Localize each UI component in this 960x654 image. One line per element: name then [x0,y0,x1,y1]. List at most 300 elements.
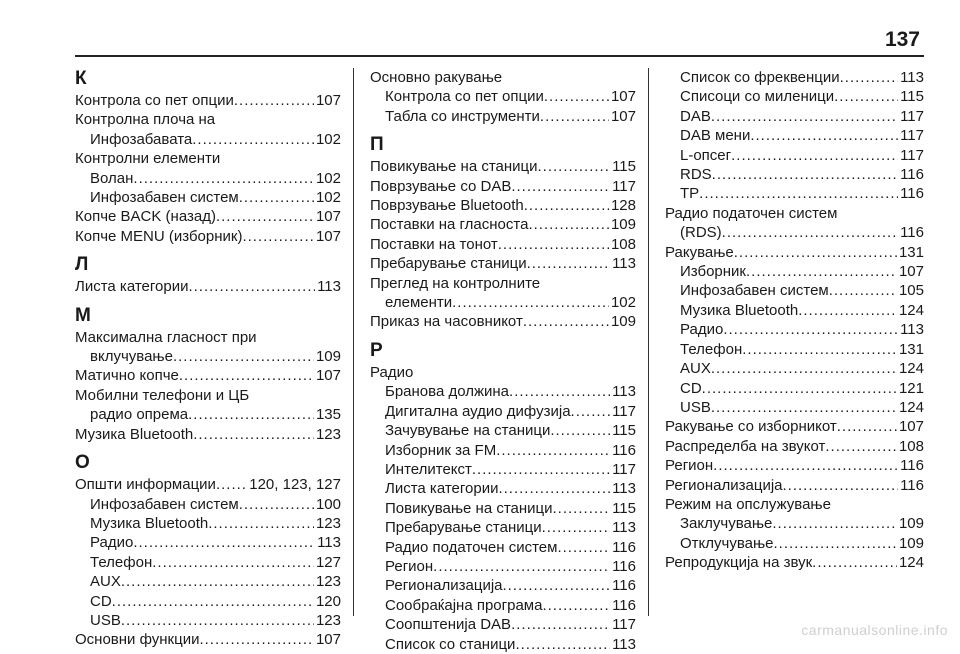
index-entry-heading [75,149,341,168]
index-entry-label: Радио [680,321,724,339]
index-entry-label: Режим на опслужување [665,495,831,513]
index-entry[interactable] [75,630,341,649]
index-entry-label: Листа категории [385,480,499,498]
index-entry-label: Контролна плоча на [75,111,216,129]
index-entry-label: Регионализација [665,476,783,494]
index-entry-label: USB [90,611,121,629]
index-entry-label: Отклучување [680,534,774,552]
index-entry-heading [665,495,924,514]
index-entry-label: елементи [385,294,453,312]
index-entry[interactable] [665,437,924,456]
dot-leader [452,293,609,312]
dot-leader [722,223,898,242]
index-entry[interactable] [370,402,636,421]
index-entry-label: Инфозабавен систем [680,282,829,300]
index-entry-heading [75,110,341,129]
index-entry-page: 116 [900,457,924,475]
index-entry-page: 107 [898,263,924,281]
index-entry-label: Музика Bluetooth [75,425,194,443]
index-entry-page: 107 [315,227,341,245]
column-divider [648,68,649,616]
dot-leader [713,456,898,475]
index-entry-label: Список со фреквенции [680,69,840,86]
index-entry-label: TP [680,185,700,203]
dot-leader [472,460,610,479]
index-entry-page: 128 [610,197,636,215]
index-entry-page: 117 [612,616,636,634]
index-entry-label: Телефон [680,340,743,358]
index-entry[interactable] [665,417,924,436]
index-entry[interactable] [665,301,924,320]
index-entry-label: Поставки на гласноста [370,216,529,234]
index-entry-label: Преглед на контролните [370,274,541,292]
index-entry-page: 116 [612,557,636,575]
index-entry-label: Дигитална аудио дифузија [385,402,571,420]
index-entry-page: 131 [898,243,924,261]
index-entry-page: 107 [315,631,341,649]
index-letter-heading: Л [75,254,89,276]
index-entry-page: 107 [315,367,341,385]
index-entry[interactable] [370,254,636,273]
index-entry-page: 113 [612,480,636,498]
dot-leader [557,538,610,557]
index-entry-page: 116 [900,224,924,242]
index-column-2 [370,68,636,654]
index-entry-label: Ракување со изборникот [665,418,837,436]
index-entry[interactable] [370,196,636,215]
index-entry-page: 116 [612,538,636,556]
dot-leader [711,359,897,378]
dot-leader [711,107,898,126]
index-entry-page: 113 [900,69,924,86]
index-entry[interactable] [665,359,924,378]
index-entry-page: 115 [612,158,636,176]
index-entry[interactable] [665,184,924,203]
dot-leader [542,518,611,537]
index-entry-page: 120 [315,592,341,610]
index-entry[interactable] [370,157,636,176]
index-entry[interactable] [370,499,636,518]
dot-leader [121,572,314,591]
dot-leader [509,382,610,401]
index-entry-page: 117 [900,127,924,145]
index-entry-label: Повикување на станици [370,158,538,176]
index-entry-heading [370,68,636,87]
index-entry-label: Регионализација [385,577,503,595]
index-entry-page: 109 [610,216,636,234]
index-entry-page: 117 [612,177,636,195]
index-entry[interactable] [370,479,636,498]
index-entry-label: Поставки на тонот [370,235,498,253]
index-entry-page: 117 [900,107,924,125]
index-entry-page: 109 [315,348,341,366]
index-entry-page: 116 [900,185,924,203]
index-entry-page: 116 [612,577,636,595]
dot-leader [699,184,898,203]
index-entry-page: 120, 123, 127 [249,476,341,494]
index-column-1 [75,68,341,650]
index-entry-page: 117 [900,146,924,164]
index-entry-label: Радио [90,534,134,552]
index-entry-page: 113 [612,519,636,537]
index-entry[interactable] [370,421,636,440]
index-entry-label: радио опрема [90,406,189,424]
index-entry-label: Телефон [90,553,153,571]
index-entry[interactable] [370,382,636,401]
index-entry-page: 113 [317,534,341,552]
index-entry-page: 113 [612,255,636,273]
index-entry-label: Копче MENU (изборник) [75,227,243,245]
index-entry[interactable] [370,635,636,654]
index-entry-label: Изборник за FM [385,441,497,459]
index-entry-label: AUX [680,360,711,378]
dot-leader [121,611,314,630]
index-entry-label: Радио [370,363,414,381]
index-entry[interactable] [370,596,636,615]
index-entry[interactable] [665,398,924,417]
index-entry-label: вклучување [90,348,173,366]
index-entry[interactable] [370,293,636,312]
index-entry[interactable] [75,475,341,494]
index-entry-label: RDS [680,166,712,184]
index-entry-page: 107 [610,88,636,106]
dot-leader [540,107,609,126]
dot-leader [133,169,314,188]
index-entry-label: Контролни елементи [75,150,221,168]
index-entry-page: 117 [612,402,636,420]
dot-leader [239,188,314,207]
index-entry-page: 117 [612,460,636,478]
index-entry-label: Поврзување со DAB [370,177,512,195]
index-entry-page: 102 [610,294,636,312]
index-entry-label: Музика Bluetooth [90,514,209,532]
dot-leader [711,398,897,417]
index-entry-page: 109 [898,515,924,533]
index-entry[interactable] [370,107,636,126]
index-entry-label: Контрола со пет опции [75,92,234,109]
index-entry[interactable] [75,227,341,246]
index-entry[interactable] [370,312,636,331]
dot-leader [173,347,314,366]
dot-leader [542,596,610,615]
index-entry[interactable] [75,188,341,207]
index-entry-label: Заклучување [680,515,773,533]
index-entry[interactable] [665,379,924,398]
index-entry-label: CD [90,592,112,610]
dot-leader [712,165,898,184]
index-entry-page: 107 [610,107,636,125]
index-entry-heading [370,274,636,293]
index-entry[interactable] [75,130,341,149]
dot-leader [723,320,898,339]
index-entry[interactable] [665,107,924,126]
index-entry[interactable] [665,146,924,165]
index-entry[interactable] [75,611,341,630]
dot-leader [746,262,897,281]
dot-leader [731,146,898,165]
index-entry-label: Регион [665,457,714,475]
index-entry-page: 109 [610,313,636,331]
index-entry[interactable] [665,262,924,281]
index-entry-page: 124 [898,360,924,378]
index-entry-label: Список со станици [385,635,516,653]
index-entry[interactable] [75,366,341,385]
index-entry-label: Поврзување Bluetooth [370,197,524,215]
dot-leader [742,340,897,359]
index-entry-page: 116 [612,441,636,459]
index-entry[interactable] [665,281,924,300]
index-entry-page: 107 [315,208,341,226]
index-entry-page: 105 [898,282,924,300]
index-entry[interactable] [75,405,341,424]
index-entry[interactable] [75,425,341,444]
index-entry-page: 113 [317,278,341,296]
index-entry[interactable] [75,277,341,296]
header-rule [75,55,924,57]
index-entry-page: 124 [898,398,924,416]
index-letter-heading: Р [370,339,383,361]
index-entry[interactable] [370,538,636,557]
dot-leader [837,417,897,436]
index-entry-label: Копче BACK (назад) [75,208,216,226]
index-entry-page: 121 [898,379,924,397]
dot-leader [199,630,314,649]
dot-leader [734,243,897,262]
index-entry[interactable] [665,514,924,533]
index-entry[interactable] [665,243,924,262]
index-entry-page: 107 [898,418,924,436]
dot-leader [528,215,609,234]
index-entry-label: Изборник [680,263,746,281]
index-entry-page: 108 [898,437,924,455]
index-entry-page: 123 [315,514,341,532]
dot-leader [825,437,897,456]
index-entry-label: CD [680,379,702,397]
dot-leader [783,476,899,495]
dot-leader [193,425,314,444]
dot-leader [503,576,611,595]
index-entry-label: Основно ракување [370,69,503,86]
dot-leader [774,534,897,553]
index-entry-label: Повикување на станици [385,499,553,517]
index-entry-page: 113 [900,321,924,339]
index-letter-heading: О [75,452,90,474]
dot-leader [553,499,611,518]
dot-leader [544,87,609,106]
index-entry-label: Сообраќајна програма [385,596,543,614]
index-entry-page: 109 [898,534,924,552]
dot-leader [538,157,611,176]
dot-leader [798,301,897,320]
dot-leader [812,553,897,572]
index-entry-page: 100 [315,495,341,513]
index-entry-page: 127 [315,553,341,571]
index-entry-label: Соопштенија DAB [385,616,512,634]
index-entry[interactable] [75,91,341,110]
index-entry-page: 113 [612,635,636,653]
index-entry[interactable] [665,476,924,495]
index-entry-page: 102 [315,169,341,187]
index-entry[interactable] [665,68,924,87]
index-entry-label: Инфозабавен систем [90,495,239,513]
index-column-3 [665,68,924,573]
dot-leader [112,592,314,611]
dot-leader [550,421,610,440]
index-entry[interactable] [665,320,924,339]
dot-leader [496,441,610,460]
index-entry[interactable] [370,215,636,234]
index-entry[interactable] [665,456,924,475]
index-entry-page: 115 [900,88,924,106]
index-entry-label: (RDS) [680,224,722,242]
index-entry[interactable] [75,347,341,366]
dot-leader [234,91,314,110]
index-entry-heading [665,204,924,223]
dot-leader [829,281,897,300]
index-entry[interactable] [75,169,341,188]
index-entry-label: Регион [385,557,434,575]
page-number: 137 [884,28,920,51]
column-divider [353,68,354,616]
dot-leader [571,402,611,421]
dot-leader [702,379,897,398]
index-entry-label: L-опсег [680,146,732,164]
index-entry-page: 115 [612,422,636,440]
dot-leader [216,475,247,494]
index-entry-page: 123 [315,611,341,629]
index-entry-label: Пребарување станици [370,255,527,273]
dot-leader [772,514,897,533]
index-entry[interactable] [370,576,636,595]
index-entry-page: 123 [315,425,341,443]
dot-leader [152,553,314,572]
dot-leader [527,254,611,273]
dot-leader [242,227,314,246]
dot-leader [511,615,610,634]
watermark: carmanualsonline.info [801,622,948,638]
index-entry[interactable] [75,533,341,552]
dot-leader [515,635,610,654]
index-entry-label: Контрола со пет опции [385,88,544,106]
dot-leader [133,533,315,552]
dot-leader [239,495,314,514]
index-entry[interactable] [75,207,341,226]
dot-leader [192,130,314,149]
index-entry-page: 115 [612,499,636,517]
dot-leader [433,557,610,576]
index-entry-page: 116 [900,166,924,184]
index-entry[interactable] [370,441,636,460]
index-entry-label: Инфозабавен систем [90,189,239,207]
index-entry-page: 102 [315,189,341,207]
index-entry-label: Табла со инструменти [385,107,540,125]
index-entry[interactable] [665,223,924,242]
dot-leader [511,177,610,196]
index-entry-page: 135 [315,406,341,424]
index-entry[interactable] [75,572,341,591]
index-entry[interactable] [75,514,341,533]
index-entry-page: 124 [898,554,924,572]
index-entry[interactable] [370,177,636,196]
index-entry[interactable] [370,615,636,634]
index-entry-page: 116 [612,596,636,614]
index-letter-heading: М [75,304,91,326]
index-entry[interactable] [370,460,636,479]
index-entry-label: Максимална гласност при [75,328,257,346]
dot-leader [188,405,314,424]
index-letter-heading: К [75,68,87,89]
dot-leader [498,235,609,254]
dot-leader [498,479,610,498]
index-letter-heading: П [370,134,384,156]
index-entry-label: USB [680,398,711,416]
index-entry[interactable] [665,553,924,572]
index-entry-page: 113 [612,383,636,401]
index-entry-heading [75,328,341,347]
index-entry-label: Радио податочен систем [665,204,838,222]
index-entry-page: 102 [315,130,341,148]
index-entry-page: 124 [898,301,924,319]
dot-leader [523,312,609,331]
dot-leader [208,514,314,533]
dot-leader [840,68,898,87]
index-entry-page: 116 [900,476,924,494]
index-entry-label: Општи информации [75,476,216,494]
index-entry-label: Репродукција на звук [665,554,813,572]
index-entry-label: Зачувување на станици [385,422,551,440]
index-entry[interactable] [665,165,924,184]
index-entry-heading [75,386,341,405]
dot-leader [750,126,898,145]
index-entry[interactable] [75,553,341,572]
index-entry[interactable] [665,126,924,145]
index-entry[interactable] [75,495,341,514]
index-entry-label: Интелитекст [385,460,472,478]
index-entry-label: Ракување [665,243,734,261]
dot-leader [834,87,898,106]
index-entry-page: 131 [898,340,924,358]
index-entry-label: Мобилни телефони и ЦБ [75,386,250,404]
index-entry-label: Волан [90,169,134,187]
index-entry[interactable] [665,534,924,553]
index-entry[interactable] [370,87,636,106]
index-entry-label: AUX [90,573,121,591]
index-entry-label: DAB [680,107,711,125]
index-entry-page: 108 [610,235,636,253]
index-entry[interactable] [370,235,636,254]
index-entry-label: Основни функции [75,631,200,649]
dot-leader [216,207,314,226]
index-entry[interactable] [665,87,924,106]
index-entry[interactable] [665,340,924,359]
dot-leader [524,196,609,215]
index-entry-page: 123 [315,573,341,591]
index-entry-label: Музика Bluetooth [680,301,799,319]
index-entry-label: Листа категории [75,278,189,296]
dot-leader [188,277,315,296]
index-entry-page: 107 [315,92,341,109]
index-entry-label: Бранова должина [385,383,510,401]
dot-leader [179,366,314,385]
index-entry-label: Инфозабавата [90,130,193,148]
index-entry[interactable] [75,592,341,611]
index-entry[interactable] [370,557,636,576]
index-entry-label: DAB мени [680,127,751,145]
index-entry-label: Пребарување станици [385,519,542,537]
index-entry-label: Списоци со миленици [680,88,835,106]
index-entry-label: Приказ на часовникот [370,313,523,331]
index-entry[interactable] [370,518,636,537]
